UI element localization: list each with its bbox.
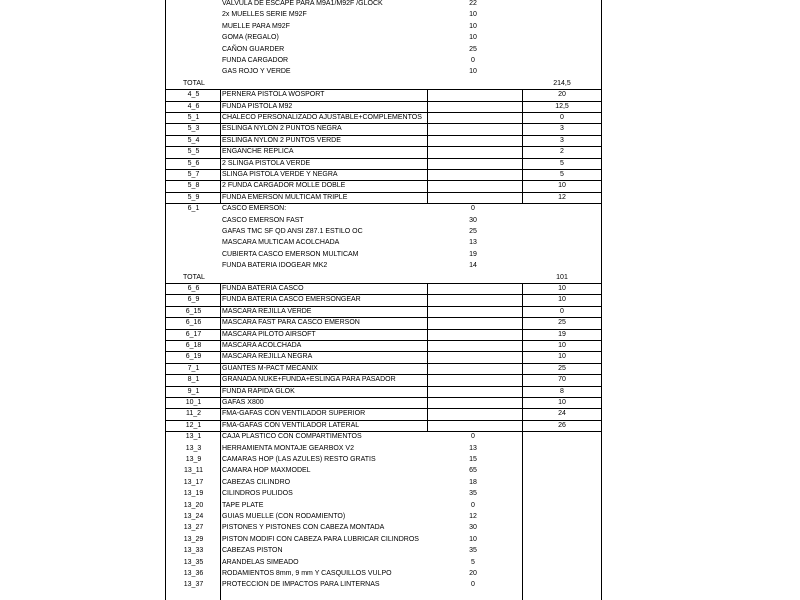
item-quantity: 15 [469,456,477,463]
table-row [165,431,602,442]
table-row [165,192,602,203]
table-row [165,260,602,271]
item-code: 13_29 [183,535,204,543]
item-description: TAPE PLATE [222,501,264,509]
table-row [165,386,602,397]
item-quantity: 3 [560,125,564,133]
table-row [165,180,602,191]
table-row [165,511,602,522]
item-code: 5_4 [187,136,200,144]
item-description: CABEZAS CILINDRO [222,478,291,486]
item-description: CASCO EMERSON FAST [222,216,304,224]
column-divider [220,283,221,431]
item-code: 13_37 [183,581,204,589]
item-code: 13_1 [185,433,202,441]
item-description: GOMA (REGALO) [222,34,279,42]
item-description: MASCARA REJILLA VERDE [222,307,312,315]
item-quantity: 10 [558,399,566,406]
item-description: FMA-GAFAS CON VENTILADOR LATERAL [222,421,360,429]
item-description: HERRAMIENTA MONTAJE GEARBOX V2 [222,444,354,452]
table-row [165,169,602,180]
item-quantity: 19 [558,330,566,338]
item-description: FUNDA RAPIDA GLOK [222,387,295,395]
item-code: 5_9 [187,193,200,201]
column-divider [220,431,221,600]
item-description: RODAMIENTOS 8mm, 9 mm Y CASQUILLOS VULPO [222,570,392,577]
item-description: 2 FUNDA CARGADOR MOLLE DOBLE [222,182,346,190]
column-divider [522,89,523,203]
total-label: TOTAL [183,273,205,281]
item-description: MASCARA PILOTO AIRSOFT [222,330,316,338]
item-description: CASCO EMERSON: [222,205,287,213]
item-code: 13_24 [183,513,204,520]
table-row [165,135,602,146]
item-code: 7_1 [187,364,200,372]
table-row [165,317,602,328]
item-quantity: 25 [558,319,566,327]
total-row [165,272,602,283]
item-description: CAJA PLASTICO CON COMPARTIMENTOS [222,433,362,441]
table-row [165,465,602,476]
item-quantity: 12,5 [555,102,569,110]
item-quantity: 12 [558,193,566,201]
item-description: GUANTES M-PACT MECANIX [222,364,318,372]
table-row [165,112,602,123]
item-description: PISTONES Y PISTONES CON CABEZA MONTADA [222,524,385,532]
table-row [165,522,602,533]
item-code: 4_6 [187,102,200,110]
item-description: FUNDA BATERIA IDOGEAR MK2 [222,262,328,270]
item-description: ENGANCHE REPLICA [222,148,294,156]
item-quantity: 22 [469,0,477,7]
item-code: 5_8 [187,182,200,190]
item-code: 6_9 [187,296,200,304]
item-description: ESLINGA NYLON 2 PUNTOS VERDE [222,136,341,144]
item-description: MASCARA ACOLCHADA [222,342,302,349]
table-row [165,101,602,112]
item-quantity: 26 [558,421,566,429]
item-quantity: 24 [558,410,566,418]
item-quantity: 2 [560,148,564,156]
item-description: FUNDA BATERIA CASCO [222,285,304,292]
item-code: 6_15 [185,307,202,315]
table-row [165,294,602,305]
table-row [165,0,602,9]
item-quantity: 5 [560,171,564,178]
table-row [165,215,602,226]
table-row [165,9,602,20]
table-row [165,283,602,294]
item-description: CAMARA HOP MAXMODEL [222,467,311,475]
table-row [165,454,602,465]
item-quantity: 10 [558,182,566,190]
item-description: PISTON MODIFI CON CABEZA PARA LUBRICAR CILINDROS [222,535,419,543]
item-description: SLINGA PISTOLA VERDE Y NEGRA [222,171,338,178]
table-row [165,557,602,568]
item-code: 6_16 [185,319,202,327]
table-row [165,500,602,511]
item-description: MASCARA MULTICAM ACOLCHADA [222,239,340,247]
item-description: CUBIERTA CASCO EMERSON MULTICAM [222,250,359,258]
item-quantity: 13 [469,444,477,452]
item-quantity: 65 [469,467,477,475]
total-row [165,78,602,89]
table-row [165,545,602,556]
item-quantity: 25 [469,228,477,235]
item-quantity: 8 [560,387,564,395]
item-description: FUNDA PISTOLA M92 [222,102,293,110]
item-description: MASCARA FAST PARA CASCO EMERSON [222,319,360,327]
table-row [165,226,602,237]
table-row [165,203,602,214]
table-row [165,420,602,431]
item-description: FUNDA CARGADOR [222,57,289,64]
item-quantity: 20 [469,570,477,577]
item-code: 5_5 [187,148,200,156]
item-quantity: 10 [469,22,477,30]
item-description: GAFAS TMC SF QD ANSI Z87.1 ESTILO OC [222,228,363,235]
item-code: 6_1 [187,205,200,213]
item-code: 13_19 [183,490,204,498]
column-divider [522,431,523,600]
item-description: GRANADA NUKE+FUNDA+ESLINGA PARA PASADOR [222,376,396,384]
item-description: PROTECCION DE IMPACTOS PARA LINTERNAS [222,581,380,589]
item-quantity: 35 [469,490,477,498]
table-row [165,146,602,157]
table-row [165,249,602,260]
table-row [165,397,602,408]
item-description: CILINDROS PULIDOS [222,490,293,498]
item-description: GAS ROJO Y VERDE [222,68,291,76]
item-description: GUIAS MUELLE (CON RODAMIENTO) [222,513,346,520]
item-description: MUELLE PARA M92F [222,22,290,30]
table-row [165,158,602,169]
item-quantity: 3 [560,136,564,144]
item-description: ESLINGA NYLON 2 PUNTOS NEGRA [222,125,342,133]
column-divider [427,283,428,431]
column-divider [220,89,221,203]
item-quantity: 0 [471,433,475,441]
table-row [165,340,602,351]
item-quantity: 10 [558,296,566,304]
item-quantity: 70 [558,376,566,384]
item-code: 12_1 [185,421,202,429]
table-row [165,351,602,362]
table-row [165,408,602,419]
item-description: FMA-GAFAS CON VENTILADOR SUPERIOR [222,410,366,418]
item-quantity: 30 [469,524,477,532]
item-quantity: 0 [560,114,564,121]
table-row [165,477,602,488]
item-quantity: 10 [469,68,477,76]
item-quantity: 0 [471,581,475,589]
item-code: 11_2 [185,410,202,418]
table-row [165,55,602,66]
item-description: 2 SLINGA PISTOLA VERDE [222,159,311,167]
column-divider [522,283,523,431]
item-code: 9_1 [187,387,200,395]
item-quantity: 20 [558,91,566,99]
item-description: MASCARA REJILLA NEGRA [222,353,313,361]
total-label: TOTAL [183,79,205,87]
inventory-sheet [165,0,602,600]
item-description: 2x MUELLES SERIE M92F [222,11,307,19]
table-row [165,363,602,374]
item-code: 5_1 [187,114,200,121]
item-code: 4_5 [187,91,200,99]
item-code: 6_19 [185,353,202,361]
item-quantity: 10 [469,34,477,42]
item-description: VALVULA DE ESCAPE PARA M9A1/M92F /GLOCK [222,0,383,7]
total-value: 214,5 [553,79,571,87]
item-description: CHALECO PERSONALIZADO AJUSTABLE+COMPLEMENTOS [222,114,422,121]
item-description: GAFAS X800 [222,399,264,406]
item-quantity: 0 [471,57,475,64]
item-code: 13_11 [184,467,203,475]
item-code: 6_18 [185,342,202,349]
item-code: 5_7 [187,171,200,178]
item-quantity: 25 [558,364,566,372]
total-value: 101 [556,273,568,281]
item-code: 13_35 [183,558,204,566]
item-code: 6_17 [185,330,202,338]
item-quantity: 10 [469,11,477,19]
table-row [165,568,602,579]
item-description: CAMARAS HOP (LAS AZULES) RESTO GRATIS [222,456,376,463]
item-quantity: 12 [469,513,477,520]
item-quantity: 30 [469,216,477,224]
column-divider [427,89,428,203]
item-quantity: 19 [469,250,477,258]
item-quantity: 5 [471,558,475,566]
table-row [165,32,602,43]
table-row [165,488,602,499]
item-quantity: 0 [471,205,475,213]
table-row [165,44,602,55]
item-code: 13_17 [183,478,204,486]
table-row [165,534,602,545]
item-quantity: 10 [558,342,566,349]
item-code: 13_9 [185,456,202,463]
item-quantity: 10 [558,285,566,292]
item-quantity: 10 [558,353,566,361]
table-row [165,237,602,248]
item-code: 13_3 [185,444,202,452]
item-code: 13_27 [183,524,204,532]
item-description: PERNERA PISTOLA WOSPORT [222,91,325,99]
item-quantity: 14 [469,262,477,270]
item-code: 8_1 [187,376,200,384]
item-code: 10_1 [185,399,202,406]
table-row [165,66,602,77]
item-quantity: 35 [469,547,477,555]
item-quantity: 0 [560,307,564,315]
item-quantity: 25 [469,45,477,53]
item-description: FUNDA EMERSON MULTICAM TRIPLE [222,193,348,201]
table-row [165,306,602,317]
item-description: ARANDELAS SIMEADO [222,558,299,566]
item-description: FUNDA BATERIA CASCO EMERSONGEAR [222,296,361,304]
item-description: CABEZAS PISTON [222,547,283,555]
item-code: 5_6 [187,159,200,167]
table-row [165,329,602,340]
item-quantity: 0 [471,501,475,509]
item-code: 13_36 [183,570,204,577]
table-row [165,89,602,100]
table-row [165,123,602,134]
table-row [165,579,602,590]
item-code: 13_20 [183,501,204,509]
item-quantity: 10 [469,535,477,543]
item-quantity: 13 [469,239,477,247]
item-code: 6_6 [187,285,200,292]
item-description: CAÑON GUARDER [222,45,285,53]
item-code: 5_3 [187,125,200,133]
table-row [165,21,602,32]
item-quantity: 18 [469,478,477,486]
table-row [165,443,602,454]
table-row [165,374,602,385]
item-code: 13_33 [183,547,204,555]
item-quantity: 5 [560,159,564,167]
